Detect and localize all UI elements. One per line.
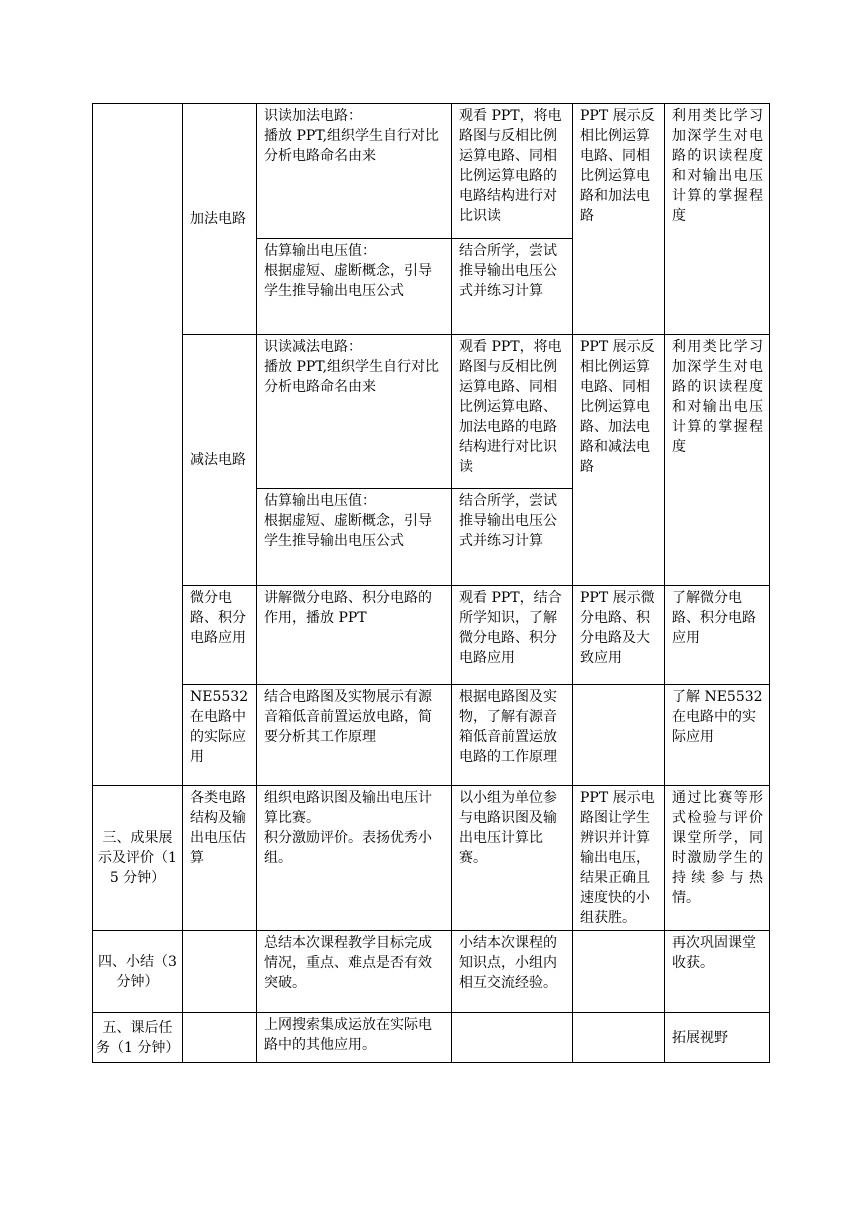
intent-cell: 利用类比学习加深学生对电路的识读程度和对输出电压计算的掌握程度 bbox=[665, 104, 770, 335]
table-row bbox=[93, 586, 770, 685]
teacher-activity-cell: 识读减法电路： 播放 PPT,组织学生自行对比分析电路命名由来 bbox=[257, 335, 452, 489]
student-activity-cell: 结合所学，尝试推导输出电压公式并练习计算 bbox=[452, 239, 573, 335]
student-activity-cell bbox=[452, 1013, 573, 1063]
intent-cell: 通过比赛等形式检验与评价课堂所学，同时激励学生的持续参与热情。 bbox=[665, 786, 770, 931]
media-cell: PPT 展示反相比例运算电路、同相比例运算电路和加法电路 bbox=[573, 104, 665, 335]
media-cell: PPT 展示微分电路、积分电路及大致应用 bbox=[573, 586, 665, 685]
table-row bbox=[93, 931, 770, 1013]
student-activity-cell: 以小组为单位参与电路识图及输出电压计算比赛。 bbox=[452, 786, 573, 931]
teacher-activity-cell: 上网搜索集成运放在实际电路中的其他应用。 bbox=[257, 1013, 452, 1063]
student-activity-cell: 观看 PPT，将电路图与反相比例运算电路、同相比例运算电路的电路结构进行对比识读 bbox=[452, 104, 573, 239]
table-row bbox=[93, 335, 770, 489]
media-cell bbox=[573, 685, 665, 786]
student-activity-cell: 观看 PPT，结合所学知识，了解微分电路、积分电路应用 bbox=[452, 586, 573, 685]
teacher-activity-cell: 总结本次课程教学目标完成情况，重点、难点是否有效突破。 bbox=[257, 931, 452, 1013]
media-cell: PPT 展示反相比例运算电路、同相比例运算电路、加法电路和减法电路 bbox=[573, 335, 665, 586]
topic-cell bbox=[183, 931, 257, 1013]
teacher-activity-cell: 组织电路识图及输出电压计算比赛。 积分激励评价。表扬优秀小组。 bbox=[257, 786, 452, 931]
teacher-activity-cell: 估算输出电压值： 根据虚短、虚断概念，引导学生推导输出电压公式 bbox=[257, 489, 452, 586]
teacher-activity-cell: 估算输出电压值： 根据虚短、虚断概念，引导学生推导输出电压公式 bbox=[257, 239, 452, 335]
table-row bbox=[93, 786, 770, 931]
topic-cell: 减法电路 bbox=[183, 335, 257, 586]
table-row bbox=[93, 685, 770, 786]
student-activity-cell: 结合所学，尝试推导输出电压公式并练习计算 bbox=[452, 489, 573, 586]
teacher-activity-cell: 识读加法电路： 播放 PPT,组织学生自行对比分析电路命名由来 bbox=[257, 104, 452, 239]
intent-cell: 拓展视野 bbox=[665, 1013, 770, 1063]
student-activity-cell: 根据电路图及实物，了解有源音箱低音前置运放电路的工作原理 bbox=[452, 685, 573, 786]
topic-cell bbox=[183, 1013, 257, 1063]
table-row bbox=[93, 104, 770, 239]
topic-cell: NE5532 在电路中的实际应用 bbox=[183, 685, 257, 786]
table-row bbox=[93, 1013, 770, 1063]
teacher-activity-cell: 讲解微分电路、积分电路的作用，播放 PPT bbox=[257, 586, 452, 685]
stage-cell-empty bbox=[93, 104, 183, 786]
intent-cell: 了解微分电路、积分电路应用 bbox=[665, 586, 770, 685]
student-activity-cell: 观看 PPT，将电路图与反相比例运算电路、同相比例运算电路、加法电路的电路结构进行对比识读 bbox=[452, 335, 573, 489]
stage-cell: 三、成果展示及评价（15 分钟） bbox=[93, 786, 183, 931]
stage-cell: 四、小结（3 分钟） bbox=[93, 931, 183, 1013]
stage-cell: 五、课后任务（1 分钟） bbox=[93, 1013, 183, 1063]
media-cell bbox=[573, 931, 665, 1013]
intent-cell: 再次巩固课堂收获。 bbox=[665, 931, 770, 1013]
intent-cell: 利用类比学习加深学生对电路的识读程度和对输出电压计算的掌握程度 bbox=[665, 335, 770, 586]
topic-cell: 各类电路结构及输出电压估算 bbox=[183, 786, 257, 931]
topic-cell: 微分电路、积分电路应用 bbox=[183, 586, 257, 685]
media-cell: PPT 展示电路图让学生辨识并计算输出电压，结果正确且速度快的小组获胜。 bbox=[573, 786, 665, 931]
student-activity-cell: 小结本次课程的知识点，小组内相互交流经验。 bbox=[452, 931, 573, 1013]
lesson-plan-table bbox=[92, 103, 770, 1063]
topic-cell: 加法电路 bbox=[183, 104, 257, 335]
media-cell bbox=[573, 1013, 665, 1063]
intent-cell: 了解 NE5532 在电路中的实际应用 bbox=[665, 685, 770, 786]
teacher-activity-cell: 结合电路图及实物展示有源音箱低音前置运放电路，简要分析其工作原理 bbox=[257, 685, 452, 786]
